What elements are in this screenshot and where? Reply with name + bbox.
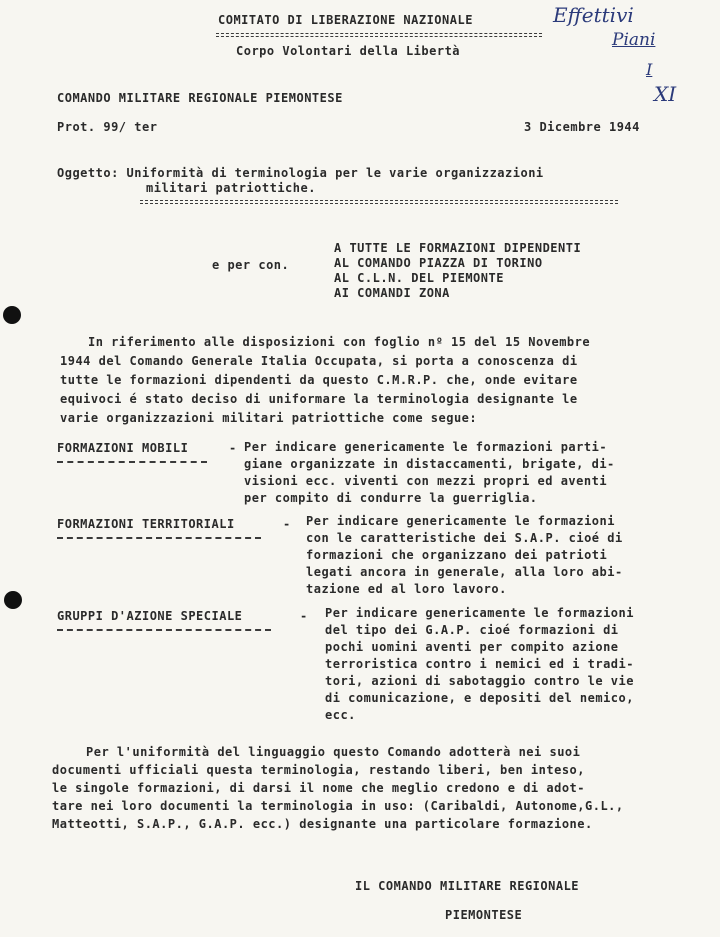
intro-line: 1944 del Comando Generale Italia Occupata, si porta a conoscenza di bbox=[60, 354, 578, 368]
protocol-number: Prot. 99/ ter bbox=[57, 120, 158, 134]
recipient-line: A TUTTE LE FORMAZIONI DIPENDENTI bbox=[334, 241, 582, 255]
command-heading: COMANDO MILITARE REGIONALE PIEMONTESE bbox=[57, 91, 343, 105]
definition-line: pochi uomini aventi per compito azione bbox=[325, 640, 619, 654]
document-date: 3 Dicembre 1944 bbox=[524, 120, 640, 134]
definition-term-underline bbox=[57, 629, 271, 631]
closing-line: tare nei loro documenti la terminologia in uso: (Caribaldi, Autonome,G.L., bbox=[52, 799, 624, 813]
handwritten-note-roman-eleven: XI bbox=[654, 82, 677, 106]
definition-line: Per indicare genericamente le formazioni bbox=[325, 606, 634, 620]
definition-line: legati ancora in generale, alla loro abi- bbox=[306, 565, 623, 579]
intro-line: varie organizzazioni militari patriottiche come segue: bbox=[60, 411, 478, 425]
definition-text-gruppi-azione-speciale bbox=[325, 605, 634, 724]
closing-line: Matteotti, S.A.P., G.A.P. ecc.) designante una particolare formazione. bbox=[52, 817, 593, 831]
definition-line: di comunicazione, e depositi del nemico, bbox=[325, 691, 634, 705]
definition-line: terroristica contro i nemici ed i tradi- bbox=[325, 657, 634, 671]
intro-paragraph bbox=[60, 333, 590, 428]
definition-line: ecc. bbox=[325, 708, 356, 722]
definition-line: Per indicare genericamente le formazioni parti- bbox=[244, 440, 608, 454]
definition-text-formazioni-mobili bbox=[244, 439, 615, 507]
definition-dash: - bbox=[229, 441, 237, 455]
subject-line-1: Oggetto: Uniformità di terminologia per le varie organizzazioni bbox=[57, 166, 544, 180]
definition-line: formazioni che organizzano dei patrioti bbox=[306, 548, 608, 562]
closing-line: Per l'uniformità del linguaggio questo Comando adotterà nei suoi bbox=[86, 745, 581, 759]
punch-hole-bottom bbox=[4, 591, 22, 609]
handwritten-note-piani: Piani bbox=[612, 30, 656, 50]
definition-text-formazioni-territoriali bbox=[306, 513, 623, 598]
definition-line: con le caratteristiche dei S.A.P. cioé di bbox=[306, 531, 623, 545]
definition-line: giane organizzate in distaccamenti, brigate, di- bbox=[244, 457, 615, 471]
punch-hole-top bbox=[3, 306, 21, 324]
definition-line: del tipo dei G.A.P. cioé formazioni di bbox=[325, 623, 619, 637]
definition-term-formazioni-mobili: FORMAZIONI MOBILI bbox=[57, 441, 189, 455]
recipient-line: AL C.L.N. DEL PIEMONTE bbox=[334, 271, 504, 285]
subject-line-2: militari patriottiche. bbox=[146, 181, 316, 195]
subject-underline bbox=[140, 200, 618, 204]
definition-line: Per indicare genericamente le formazioni bbox=[306, 514, 615, 528]
definition-dash: - bbox=[300, 609, 308, 623]
cc-label: e per con. bbox=[212, 258, 290, 272]
org-heading-underline bbox=[216, 33, 542, 37]
definition-term-underline bbox=[57, 537, 261, 539]
signature-line-2: PIEMONTESE bbox=[445, 908, 523, 922]
definition-term-formazioni-territoriali: FORMAZIONI TERRITORIALI bbox=[57, 517, 235, 531]
closing-line: documenti ufficiali questa terminologia, restando liberi, ben inteso, bbox=[52, 763, 585, 777]
corps-heading: Corpo Volontari della Libertà bbox=[236, 44, 461, 58]
definition-line: tazione ed al loro lavoro. bbox=[306, 582, 507, 596]
handwritten-note-roman-one: I bbox=[646, 60, 653, 79]
org-heading: COMITATO DI LIBERAZIONE NAZIONALE bbox=[218, 13, 473, 27]
definition-dash: - bbox=[283, 517, 291, 531]
definition-line: visioni ecc. viventi con mezzi propri ed aventi bbox=[244, 474, 608, 488]
recipients-list bbox=[334, 241, 581, 301]
signature-line-1: IL COMANDO MILITARE REGIONALE bbox=[355, 879, 580, 893]
definition-line: tori, azioni di sabotaggio contro le vie bbox=[325, 674, 634, 688]
recipient-line: AI COMANDI ZONA bbox=[334, 286, 450, 300]
recipient-line: AL COMANDO PIAZZA DI TORINO bbox=[334, 256, 543, 270]
intro-line: tutte le formazioni dipendenti da questo C.M.R.P. che, onde evitare bbox=[60, 373, 578, 387]
handwritten-note-effettivi: Effettivi bbox=[553, 3, 634, 27]
closing-line: le singole formazioni, di darsi il nome che meglio credono e di adot- bbox=[52, 781, 585, 795]
definition-line: per compito di condurre la guerriglia. bbox=[244, 491, 538, 505]
closing-paragraph bbox=[52, 743, 624, 833]
intro-line: equivoci é stato deciso di uniformare la terminologia designante le bbox=[60, 392, 578, 406]
intro-line: In riferimento alle disposizioni con foglio nº 15 del 15 Novembre bbox=[88, 335, 591, 349]
definition-term-gruppi-azione-speciale: GRUPPI D'AZIONE SPECIALE bbox=[57, 609, 243, 623]
definition-term-underline bbox=[57, 461, 207, 463]
